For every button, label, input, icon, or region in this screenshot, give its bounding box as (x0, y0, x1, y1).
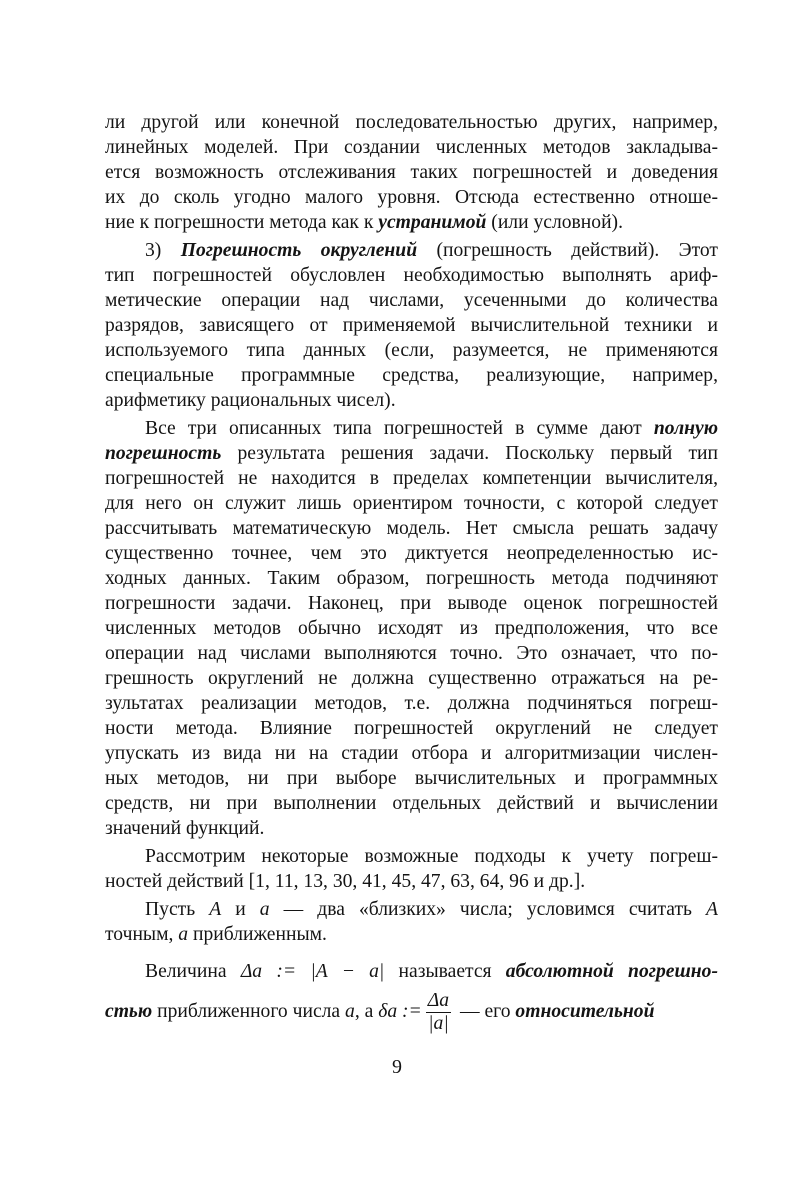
text-line (105, 541, 718, 566)
text-line (105, 416, 718, 441)
text-line (105, 666, 718, 691)
text-segment: средств, ни при выполнении отдельных действий и вычислении (105, 793, 718, 814)
text-line (105, 897, 718, 922)
text-segment: значений функций. (105, 818, 265, 839)
text-segment: линейных моделей. При создании численных методов закладыва- (105, 137, 718, 158)
text-line (105, 716, 718, 741)
definition-line-2 (105, 990, 718, 1035)
text-segment: Пусть (145, 899, 210, 920)
text-segment: для него он служит лишь ориентиром точности, с которой следует (105, 493, 718, 514)
text-line (105, 641, 718, 666)
text-line (105, 766, 718, 791)
text-segment: метические операции над числами, усеченными до количества (105, 290, 718, 311)
text-line (105, 491, 718, 516)
text-line (105, 869, 718, 894)
text-line (105, 516, 718, 541)
text-segment: ности метода. Влияние погрешностей округлений не следует (105, 718, 718, 739)
text-line (105, 466, 718, 491)
text-segment: ходных данных. Таким образом, погрешность метода подчиняют (105, 568, 718, 589)
numerator: Δa (427, 990, 450, 1011)
text-line (105, 238, 718, 263)
text-segment: ных методов, ни при выборе вычислительных и программных (105, 768, 718, 789)
text-segment: ется возможность отслеживания таких погрешностей и доведения (105, 162, 718, 183)
text-line (105, 844, 718, 869)
text: приближенного числа (152, 1001, 346, 1022)
text-segment: погрешности задачи. Наконец, при выводе оценок погрешностей (105, 593, 718, 614)
page-body (105, 110, 718, 947)
text-line (105, 441, 718, 466)
text-segment: Рассмотрим некоторые возможные подходы к учету погреш- (145, 846, 718, 867)
var-a: a (345, 1001, 355, 1022)
text-line (105, 591, 718, 616)
text-line (105, 338, 718, 363)
text-line (105, 210, 718, 235)
text-line (105, 185, 718, 210)
text-line (105, 566, 718, 591)
definition-line-1 (105, 956, 718, 988)
text-segment: существенно точнее, чем это диктуется неопределенностью ис- (105, 543, 718, 564)
text-line (105, 741, 718, 766)
text-line (105, 363, 718, 388)
page-number: 9 (392, 1056, 402, 1078)
text-segment: их до сколь угодно малого уровня. Отсюда естественно отноше- (105, 187, 718, 208)
text-line (105, 135, 718, 160)
text-segment: точным, (105, 924, 179, 945)
formula-block (105, 956, 718, 1035)
text-segment: ние к погрешности метода как к (105, 212, 379, 233)
emphasized-term: устранимой (378, 212, 487, 233)
rel-error-lhs: δa := (378, 1001, 422, 1022)
text-segment: рассчитывать математическую модель. Нет смысла решать задачу (105, 518, 718, 539)
math-variable: a (259, 899, 270, 920)
text-segment: специальные программные средства, реализующие, например, (105, 365, 718, 386)
text-line (105, 691, 718, 716)
text-line (105, 388, 718, 413)
text-segment: тип погрешностей обусловлен необходимостью выполнять ариф- (105, 265, 718, 286)
math-variable: A (209, 899, 222, 920)
denominator: |a| (428, 1013, 449, 1034)
text-line (105, 616, 718, 641)
text-segment: погрешностей не находится в пределах компетенции вычислителя, (105, 468, 718, 489)
text-segment: 3) (145, 240, 181, 261)
text-segment: операции над числами выполняются точно. Это означает, что по- (105, 643, 718, 664)
emphasized-term: полную (653, 418, 718, 439)
text-line (105, 110, 718, 135)
text-line (105, 922, 718, 947)
text-segment: зультатах реализации методов, т.е. должна подчиняться погреш- (105, 693, 718, 714)
text-line (105, 816, 718, 841)
text-segment: и (221, 899, 260, 920)
text-line (105, 160, 718, 185)
text-segment: приближенным. (188, 924, 327, 945)
abs-error-formula: Δa := |A − a| (240, 961, 385, 982)
fraction (426, 990, 451, 1035)
math-variable: A (706, 899, 718, 920)
math-variable: a (178, 924, 189, 945)
term-relative: относительной (515, 1001, 655, 1022)
text-segment: арифметику рациональных чисел). (105, 390, 396, 411)
emphasized-term: погрешность (105, 443, 222, 464)
text-segment: — два «близких» числа; условимся считать (269, 899, 707, 920)
text-segment: численных методов обычно исходят из предположения, что все (105, 618, 718, 639)
text-segment: разрядов, зависящего от применяемой вычислительной техники и (105, 315, 718, 336)
text-segment: результата решения задачи. Поскольку первый тип (221, 443, 718, 464)
text-segment: Все три описанных типа погрешностей в сумме дают (145, 418, 654, 439)
text-line (105, 313, 718, 338)
text-segment: (или условной). (486, 212, 623, 233)
text-segment: грешность округлений не должна существенно отражаться на ре- (105, 668, 718, 689)
term-continuation: стью (105, 1001, 153, 1022)
text: — его (455, 1001, 516, 1022)
term-absolute-error: абсолютной погрешно- (505, 961, 718, 982)
text: называется (398, 961, 506, 982)
emphasized-term: Погрешность округлений (180, 240, 418, 261)
text-segment: ностей действий [1, 11, 13, 30, 41, 45, 47, 63, 64, 96 и др.]. (105, 871, 586, 892)
text-segment: используемого типа данных (если, разумеется, не применяются (105, 340, 718, 361)
text-line (105, 791, 718, 816)
text-segment: упускать из вида ни на стадии отбора и алгоритмизации числен- (105, 743, 718, 764)
text: , а (354, 1001, 379, 1022)
text-segment: (погрешность действий). Этот (417, 240, 718, 261)
text: Величина (145, 961, 241, 982)
text-segment: ли другой или конечной последовательностью других, например, (105, 112, 718, 133)
text-line (105, 263, 718, 288)
text-line (105, 288, 718, 313)
